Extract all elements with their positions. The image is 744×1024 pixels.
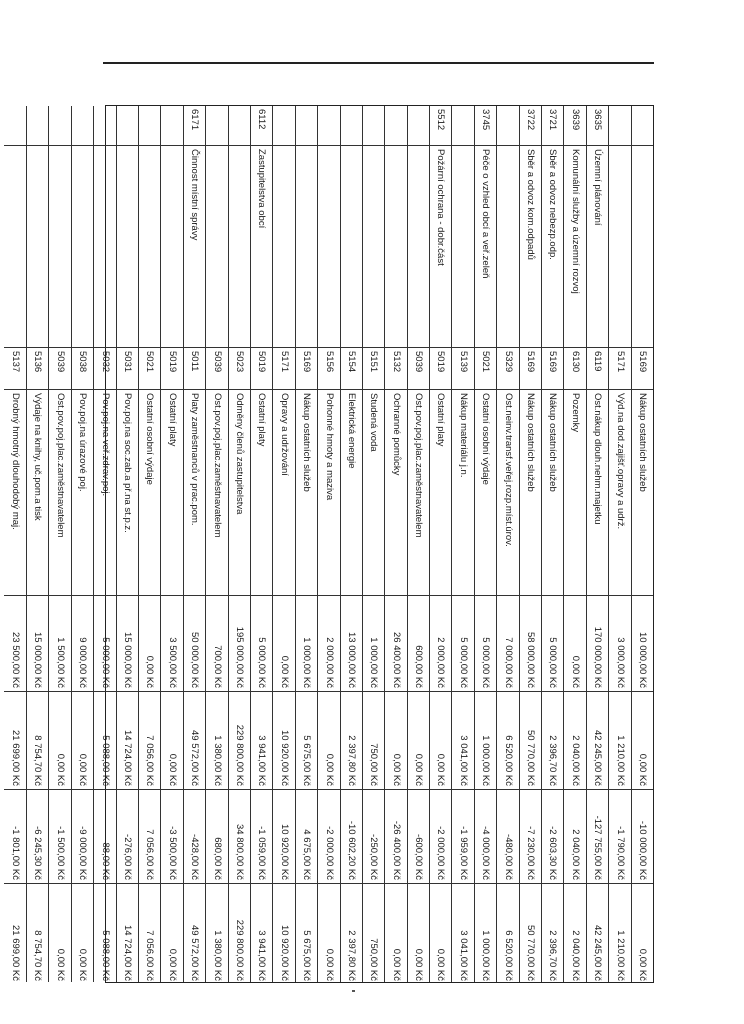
table-row <box>48 106 70 982</box>
section-code-cell <box>318 106 339 146</box>
amount-difference-cell: 2 040,00 Kč <box>564 790 585 884</box>
item-name-cell: Drobný hmotný dlouhodobý maj. <box>4 390 26 596</box>
amount-total-cell: 229 800,00 Kč <box>233 919 245 981</box>
amount-total-cell: 0,00 Kč <box>413 948 425 981</box>
amount-difference-cell: -26 400,00 Kč <box>385 790 406 884</box>
section-code-cell <box>632 106 653 146</box>
section-name-cell <box>229 146 250 348</box>
amount-budget-cell: 26 400,00 Kč <box>385 596 406 692</box>
item-code-cell: 5169 <box>542 348 563 390</box>
table-row <box>93 106 115 982</box>
amount-difference-cell: -600,00 Kč <box>408 790 429 884</box>
item-code-cell: 6130 <box>564 348 585 390</box>
section-code-cell: 3639 <box>564 106 585 146</box>
table-row <box>228 106 250 982</box>
table-row <box>474 106 496 982</box>
amount-difference-cell: -2 000,00 Kč <box>318 790 339 884</box>
item-name-cell: Nákup ostatních služeb <box>520 390 541 596</box>
amount-difference-cell: 7 056,00 Kč <box>139 790 160 884</box>
section-code-cell: 3721 <box>542 106 563 146</box>
item-code-cell: 5021 <box>139 348 160 390</box>
section-code-cell <box>408 106 429 146</box>
amount-difference-cell: -6 245,30 Kč <box>27 790 48 884</box>
amount-actual-cell: 0,00 Kč <box>49 692 70 790</box>
section-name-cell <box>632 146 653 348</box>
amount-total-cell: 0,00 Kč <box>54 948 66 981</box>
amount-difference-cell: -10 602,20 Kč <box>341 790 362 884</box>
table-row <box>183 106 205 982</box>
amount-actual-cell: 42 245,00 Kč <box>587 692 608 790</box>
item-name-cell: Odměny členů zastupitelstva <box>229 390 250 596</box>
amount-total-cell: 1 210,00 Kč <box>614 930 626 981</box>
amount-difference-cell: -250,00 Kč <box>363 790 384 884</box>
item-code-cell: 5032 <box>94 348 115 390</box>
section-name-cell <box>318 146 339 348</box>
amount-actual-cell: 5 675,00 Kč <box>296 692 317 790</box>
section-code-cell <box>49 106 70 146</box>
amount-actual-cell: 3 041,00 Kč <box>452 692 473 790</box>
table-row <box>205 106 227 982</box>
section-code-cell: 5512 <box>430 106 451 146</box>
section-code-cell: 3722 <box>520 106 541 146</box>
table-row <box>384 106 406 982</box>
amount-difference-cell: -1 500,00 Kč <box>49 790 70 884</box>
section-code-cell: 6112 <box>251 106 272 146</box>
section-name-cell <box>452 146 473 348</box>
item-name-cell: Nákup ostatních služeb <box>296 390 317 596</box>
section-code-cell <box>363 106 384 146</box>
section-name-cell <box>49 146 70 348</box>
section-name-cell <box>206 146 227 348</box>
item-code-cell: 5169 <box>632 348 653 390</box>
amount-actual-cell: 49 572,00 Kč <box>184 692 205 790</box>
section-code-cell <box>273 106 294 146</box>
amount-budget-cell: 2 000,00 Kč <box>430 596 451 692</box>
section-name-cell <box>139 146 160 348</box>
amount-budget-cell: 10 000,00 Kč <box>632 596 653 692</box>
amount-total-cell: 21 699,00 Kč <box>10 925 22 981</box>
section-code-cell <box>206 106 227 146</box>
amount-budget-cell: 5 000,00 Kč <box>251 596 272 692</box>
item-code-cell: 5136 <box>27 348 48 390</box>
amount-budget-cell: 3 000,00 Kč <box>609 596 630 692</box>
item-name-cell: Ost.nákup dlouh.nehm.majetku <box>587 390 608 596</box>
section-code-cell <box>94 106 115 146</box>
section-name-cell <box>72 146 93 348</box>
section-code-cell <box>117 106 138 146</box>
amount-total-cell: 10 920,00 Kč <box>278 925 290 981</box>
amount-actual-cell: 2 040,00 Kč <box>564 692 585 790</box>
table-row <box>541 106 563 982</box>
amount-actual-cell: 1 000,00 Kč <box>475 692 496 790</box>
amount-total-cell: 49 572,00 Kč <box>189 925 201 981</box>
amount-budget-cell: 15 000,00 Kč <box>117 596 138 692</box>
amount-actual-cell: 21 699,00 Kč <box>4 692 26 790</box>
item-name-cell: Ostatní platy <box>251 390 272 596</box>
table-row <box>608 106 630 982</box>
amount-total-cell: 750,00 Kč <box>368 938 380 981</box>
amount-actual-cell: 0,00 Kč <box>408 692 429 790</box>
item-code-cell: 5169 <box>520 348 541 390</box>
table-row <box>272 106 294 982</box>
table-row <box>451 106 473 982</box>
table-row <box>362 106 384 982</box>
item-code-cell: 5137 <box>4 348 26 390</box>
amount-difference-cell: -1 059,00 Kč <box>251 790 272 884</box>
item-code-cell: 5171 <box>273 348 294 390</box>
amount-total-cell: 1 000,00 Kč <box>480 930 492 981</box>
rotated-page-area <box>10 105 654 983</box>
amount-difference-cell: -480,00 Kč <box>497 790 518 884</box>
table-row <box>295 106 317 982</box>
item-code-cell: 6119 <box>587 348 608 390</box>
amount-budget-cell: 2 000,00 Kč <box>318 596 339 692</box>
amount-budget-cell: 1 000,00 Kč <box>296 596 317 692</box>
amount-actual-cell: 1 210,00 Kč <box>609 692 630 790</box>
amount-actual-cell: 1 380,00 Kč <box>206 692 227 790</box>
section-name-cell: Činnost místní správy <box>184 146 205 348</box>
section-name-cell <box>94 146 115 348</box>
amount-actual-cell: 14 724,00 Kč <box>117 692 138 790</box>
amount-difference-cell: 4 675,00 Kč <box>296 790 317 884</box>
section-name-cell: Komunální služby a územní rozvoj <box>564 146 585 348</box>
amount-total-cell: 14 724,00 Kč <box>122 925 134 981</box>
section-code-cell <box>385 106 406 146</box>
amount-difference-cell: -9 000,00 Kč <box>72 790 93 884</box>
amount-budget-cell: 3 500,00 Kč <box>161 596 182 692</box>
table-row <box>26 106 48 982</box>
table-row <box>4 106 26 982</box>
item-code-cell: 5023 <box>229 348 250 390</box>
table-row <box>429 106 451 982</box>
amount-total-cell: 0,00 Kč <box>637 948 648 981</box>
amount-actual-cell: 0,00 Kč <box>72 692 93 790</box>
section-code-cell: 6171 <box>184 106 205 146</box>
item-name-cell: Pozemky <box>564 390 585 596</box>
amount-difference-cell: 88,00 Kč <box>94 790 115 884</box>
amount-actual-cell: 2 397,80 Kč <box>341 692 362 790</box>
item-name-cell: Ost.neinv.transf.veřej.rozp.míst.úrov. <box>497 390 518 596</box>
section-code-cell <box>161 106 182 146</box>
amount-difference-cell: -1 959,00 Kč <box>452 790 473 884</box>
amount-actual-cell: 8 754,70 Kč <box>27 692 48 790</box>
item-code-cell: 5021 <box>475 348 496 390</box>
amount-difference-cell: -2 603,30 Kč <box>542 790 563 884</box>
item-name-cell: Ostatní osobní výdaje <box>139 390 160 596</box>
amount-total-cell: 2 040,00 Kč <box>569 930 581 981</box>
table-row <box>631 106 653 982</box>
amount-difference-cell: -7 230,00 Kč <box>520 790 541 884</box>
amount-total-cell: 2 397,80 Kč <box>345 930 357 981</box>
amount-budget-cell: 15 000,00 Kč <box>27 596 48 692</box>
section-name-cell <box>296 146 317 348</box>
section-name-cell <box>497 146 518 348</box>
amount-budget-cell: 5 000,00 Kč <box>94 596 115 692</box>
item-name-cell: Výdaje na knihy, uč.pom.a tisk <box>27 390 48 596</box>
item-name-cell: Ost.pov.poj.plac.zaměstnavatelem <box>206 390 227 596</box>
amount-budget-cell: 0,00 Kč <box>139 596 160 692</box>
section-name-cell <box>4 146 26 348</box>
table-row <box>250 106 272 982</box>
item-code-cell: 5139 <box>452 348 473 390</box>
item-code-cell: 5171 <box>609 348 630 390</box>
table-row <box>563 106 585 982</box>
item-name-cell: Nákup ostatních služeb <box>542 390 563 596</box>
amount-budget-cell: 195 000,00 Kč <box>229 596 250 692</box>
amount-difference-cell: -4 000,00 Kč <box>475 790 496 884</box>
item-code-cell: 5039 <box>49 348 70 390</box>
amount-difference-cell: -276,00 Kč <box>117 790 138 884</box>
section-code-cell <box>452 106 473 146</box>
top-rule <box>103 62 654 64</box>
section-code-cell <box>139 106 160 146</box>
amount-total-cell: 3 941,00 Kč <box>256 930 268 981</box>
scan-speck <box>352 990 355 992</box>
amount-total-cell: 0,00 Kč <box>166 948 178 981</box>
table-row <box>160 106 182 982</box>
section-code-cell <box>296 106 317 146</box>
table-row <box>116 106 138 982</box>
amount-budget-cell: 5 000,00 Kč <box>542 596 563 692</box>
section-name-cell <box>363 146 384 348</box>
amount-total-cell: 0,00 Kč <box>390 948 402 981</box>
table-row <box>340 106 362 982</box>
section-code-cell <box>27 106 48 146</box>
item-name-cell: Nákup materiálu j.n. <box>452 390 473 596</box>
section-name-cell <box>609 146 630 348</box>
amount-actual-cell: 0,00 Kč <box>430 692 451 790</box>
amount-total-cell: 6 520,00 Kč <box>502 930 514 981</box>
item-code-cell: 5019 <box>161 348 182 390</box>
amount-budget-cell: 1 500,00 Kč <box>49 596 70 692</box>
item-name-cell: Pohonné hmoty a maziva <box>318 390 339 596</box>
budget-table <box>10 105 654 983</box>
section-code-cell: 3745 <box>475 106 496 146</box>
amount-difference-cell: -3 500,00 Kč <box>161 790 182 884</box>
amount-actual-cell: 750,00 Kč <box>363 692 384 790</box>
amount-budget-cell: 50 000,00 Kč <box>184 596 205 692</box>
item-name-cell: Ochranné pomůcky <box>385 390 406 596</box>
section-code-cell <box>72 106 93 146</box>
amount-budget-cell: 700,00 Kč <box>206 596 227 692</box>
item-code-cell: 5019 <box>251 348 272 390</box>
section-name-cell <box>27 146 48 348</box>
section-name-cell: Péče o vzhled obcí a veř.zeleň <box>475 146 496 348</box>
item-code-cell: 5011 <box>184 348 205 390</box>
item-code-cell: 5154 <box>341 348 362 390</box>
amount-actual-cell: 229 800,00 Kč <box>229 692 250 790</box>
item-name-cell: Výd.na dod.zajišť.opravy a udrž. <box>609 390 630 596</box>
item-name-cell: Opravy a udržování <box>273 390 294 596</box>
item-name-cell: Pov.poj.na úrazové poj. <box>72 390 93 596</box>
table-row <box>407 106 429 982</box>
amount-actual-cell: 2 396,70 Kč <box>542 692 563 790</box>
item-code-cell: 5132 <box>385 348 406 390</box>
section-name-cell: Sběr a odvoz kom.odpadů <box>520 146 541 348</box>
amount-total-cell: 0,00 Kč <box>77 948 89 981</box>
amount-total-cell: 42 245,00 Kč <box>592 925 604 981</box>
item-code-cell: 5151 <box>363 348 384 390</box>
item-name-cell: Ostatní osobní výdaje <box>475 390 496 596</box>
amount-difference-cell: 34 800,00 Kč <box>229 790 250 884</box>
amount-total-cell: 1 380,00 Kč <box>211 930 223 981</box>
item-name-cell: Studená voda <box>363 390 384 596</box>
amount-difference-cell: -127 755,00 Kč <box>587 790 608 884</box>
section-name-cell: Územní plánování <box>587 146 608 348</box>
table-row <box>317 106 339 982</box>
item-code-cell: 5031 <box>117 348 138 390</box>
amount-difference-cell: -1 801,00 Kč <box>4 790 26 884</box>
section-name-cell <box>161 146 182 348</box>
item-code-cell: 5156 <box>318 348 339 390</box>
item-name-cell: Platy zaměstnanců v prac.pom. <box>184 390 205 596</box>
amount-budget-cell: 170 000,00 Kč <box>587 596 608 692</box>
amount-difference-cell: 10 920,00 Kč <box>273 790 294 884</box>
amount-actual-cell: 7 056,00 Kč <box>139 692 160 790</box>
item-code-cell: 5039 <box>408 348 429 390</box>
section-name-cell: Požární ochrana - dobr.část <box>430 146 451 348</box>
section-name-cell <box>341 146 362 348</box>
amount-actual-cell: 3 941,00 Kč <box>251 692 272 790</box>
amount-total-cell: 3 041,00 Kč <box>457 930 469 981</box>
amount-total-cell: 5 675,00 Kč <box>301 930 313 981</box>
section-code-cell: 3635 <box>587 106 608 146</box>
amount-difference-cell: -428,00 Kč <box>184 790 205 884</box>
amount-total-cell: 50 770,00 Kč <box>525 925 537 981</box>
item-name-cell: Elektrická energie <box>341 390 362 596</box>
amount-difference-cell: -1 790,00 Kč <box>609 790 630 884</box>
item-code-cell: 5019 <box>430 348 451 390</box>
item-name-cell: Pov.poj.na soc.zab.a př.na st.p.z. <box>117 390 138 596</box>
section-name-cell <box>117 146 138 348</box>
section-name-cell: Zastupitelstva obcí <box>251 146 272 348</box>
amount-budget-cell: 600,00 Kč <box>408 596 429 692</box>
section-code-cell <box>609 106 630 146</box>
amount-difference-cell: -10 000,00 Kč <box>632 790 653 884</box>
amount-actual-cell: 0,00 Kč <box>632 692 653 790</box>
section-name-cell <box>385 146 406 348</box>
section-code-cell <box>4 106 26 146</box>
amount-total-cell: 8 754,70 Kč <box>32 930 44 981</box>
section-name-cell: Sběr a odvoz nebezp.odp. <box>542 146 563 348</box>
amount-actual-cell: 5 088,00 Kč <box>94 692 115 790</box>
amount-actual-cell: 0,00 Kč <box>161 692 182 790</box>
amount-actual-cell: 50 770,00 Kč <box>520 692 541 790</box>
table-row <box>496 106 518 982</box>
amount-total-cell: 2 396,70 Kč <box>547 930 559 981</box>
amount-budget-cell: 1 000,00 Kč <box>363 596 384 692</box>
amount-budget-cell: 13 000,00 Kč <box>341 596 362 692</box>
amount-total-cell: 0,00 Kč <box>323 948 335 981</box>
amount-budget-cell: 23 500,00 Kč <box>4 596 26 692</box>
table-row <box>519 106 541 982</box>
item-name-cell: Ost.pov.poj.plac.zaměstnavatelem <box>49 390 70 596</box>
item-code-cell: 5039 <box>206 348 227 390</box>
table-row <box>586 106 608 982</box>
amount-budget-cell: 9 000,00 Kč <box>72 596 93 692</box>
amount-budget-cell: 5 000,00 Kč <box>475 596 496 692</box>
item-name-cell: Ostatní platy <box>161 390 182 596</box>
amount-actual-cell: 10 920,00 Kč <box>273 692 294 790</box>
item-name-cell: Ostatní platy <box>430 390 451 596</box>
section-code-cell <box>229 106 250 146</box>
section-code-cell <box>341 106 362 146</box>
amount-total-cell: 7 056,00 Kč <box>144 930 156 981</box>
amount-total-cell: 0,00 Kč <box>435 948 447 981</box>
section-name-cell <box>273 146 294 348</box>
item-name-cell: Pov.poj.na veř.zdrav.poj. <box>94 390 115 596</box>
amount-difference-cell: -2 000,00 Kč <box>430 790 451 884</box>
amount-budget-cell: 58 000,00 Kč <box>520 596 541 692</box>
table-row <box>138 106 160 982</box>
amount-budget-cell: 7 000,00 Kč <box>497 596 518 692</box>
item-code-cell: 5329 <box>497 348 518 390</box>
item-name-cell: Ost.pov.poj.plac.zaměstnavatelem <box>408 390 429 596</box>
amount-difference-cell: 680,00 Kč <box>206 790 227 884</box>
amount-actual-cell: 6 520,00 Kč <box>497 692 518 790</box>
section-code-cell <box>497 106 518 146</box>
table-row <box>71 106 93 982</box>
item-name-cell: Nákup ostatních služeb <box>632 390 653 596</box>
section-name-cell <box>408 146 429 348</box>
amount-actual-cell: 0,00 Kč <box>385 692 406 790</box>
amount-budget-cell: 0,00 Kč <box>564 596 585 692</box>
item-code-cell: 5038 <box>72 348 93 390</box>
amount-total-cell: 5 088,00 Kč <box>99 930 111 981</box>
amount-actual-cell: 0,00 Kč <box>318 692 339 790</box>
amount-budget-cell: 5 000,00 Kč <box>452 596 473 692</box>
item-code-cell: 5169 <box>296 348 317 390</box>
amount-budget-cell: 0,00 Kč <box>273 596 294 692</box>
